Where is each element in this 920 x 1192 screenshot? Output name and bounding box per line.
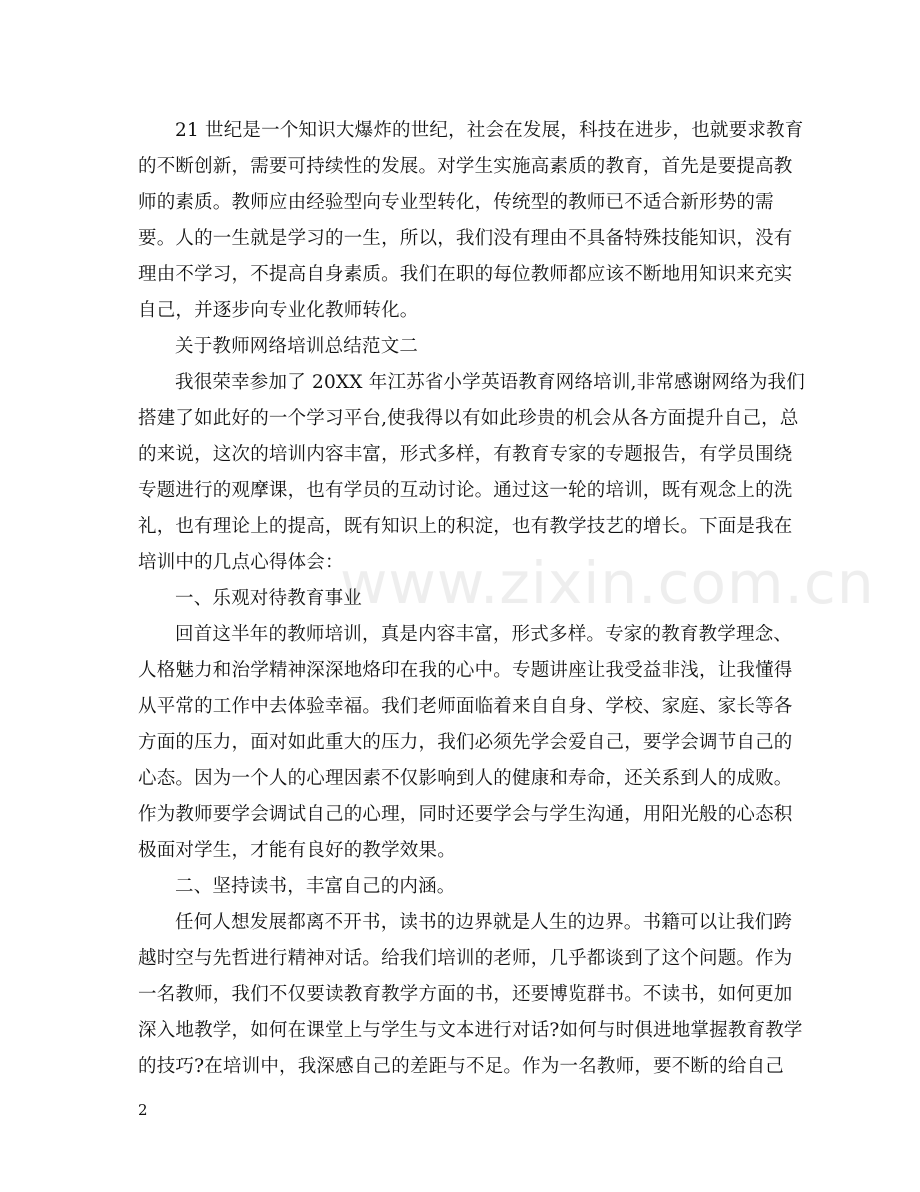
text-line: 任何人想发展都离不开书，读书的边界就是人生的边界。书籍可以让我们跨 — [175, 912, 793, 933]
text-line: 的不断创新，需要可持续性的发展。对学生实施高素质的教育，首先是要提高教 — [138, 156, 793, 177]
text-line: 的来说，这次的培训内容丰富，形式多样，有教育专家的专题报告，有学员围绕 — [138, 444, 793, 465]
text-line: 21 世纪是一个知识大爆炸的世纪，社会在发展，科技在进步，也就要求教育 — [175, 120, 804, 141]
watermark: www.zixin.com.cn — [340, 549, 875, 617]
page-number: 2 — [138, 1101, 148, 1119]
text-line: 人格魅力和治学精神深深地烙印在我的心中。专题讲座让我受益非浅，让我懂得 — [138, 660, 793, 681]
text-line: 心态。因为一个人的心理因素不仅影响到人的健康和寿命，还关系到人的成败。 — [138, 768, 793, 789]
text-line: 礼，也有理论上的提高，既有知识上的积淀，也有教学技艺的增长。下面是我在 — [138, 516, 793, 537]
text-line: 我很荣幸参加了 20XX 年江苏省小学英语教育网络培训,非常感谢网络为我们 — [175, 372, 805, 393]
section-title: 关于教师网络培训总结范文二 — [175, 336, 419, 357]
subheading: 一、乐观对待教育事业 — [175, 588, 363, 609]
text-line: 方面的压力，面对如此重大的压力，我们必须先学会爱自己，要学会调节自己的 — [138, 732, 793, 753]
text-line: 培训中的几点心得体会： — [138, 552, 344, 573]
text-line: 一名教师，我们不仅要读教育教学方面的书，还要博览群书。不读书，如何更加 — [138, 984, 793, 1005]
text-line: 极面对学生，才能有良好的教学效果。 — [138, 840, 456, 861]
text-line: 要。人的一生就是学习的一生，所以，我们没有理由不具备特殊技能知识，没有 — [138, 228, 793, 249]
text-line: 回首这半年的教师培训，真是内容丰富，形式多样。专家的教育教学理念、 — [175, 624, 793, 645]
text-line: 师的素质。教师应由经验型向专业型转化，传统型的教师已不适合新形势的需 — [138, 192, 774, 213]
text-line: 自己，并逐步向专业化教师转化。 — [138, 300, 419, 321]
text-line: 理由不学习，不提高自身素质。我们在职的每位教师都应该不断地用知识来充实 — [138, 264, 793, 285]
text-line: 搭建了如此好的一个学习平台,使我得以有如此珍贵的机会从各方面提升自己，总 — [138, 408, 799, 429]
text-line: 越时空与先哲进行精神对话。给我们培训的老师，几乎都谈到了这个问题。作为 — [138, 948, 793, 969]
text-line: 从平常的工作中去体验幸福。我们老师面临着来自自身、学校、家庭、家长等各 — [138, 696, 793, 717]
text-line: 的技巧?在培训中，我深感自己的差距与不足。作为一名教师，要不断的给自己 — [138, 1056, 784, 1077]
subheading: 二、坚持读书，丰富自己的内涵。 — [175, 876, 456, 897]
text-line: 专题进行的观摩课，也有学员的互动讨论。通过这一轮的培训，既有观念上的洗 — [138, 480, 793, 501]
text-line: 深入地教学，如何在课堂上与学生与文本进行对话?如何与时俱进地掌握教育教学 — [138, 1020, 803, 1041]
text-line: 作为教师要学会调试自己的心理，同时还要学会与学生沟通，用阳光般的心态积 — [138, 804, 793, 825]
